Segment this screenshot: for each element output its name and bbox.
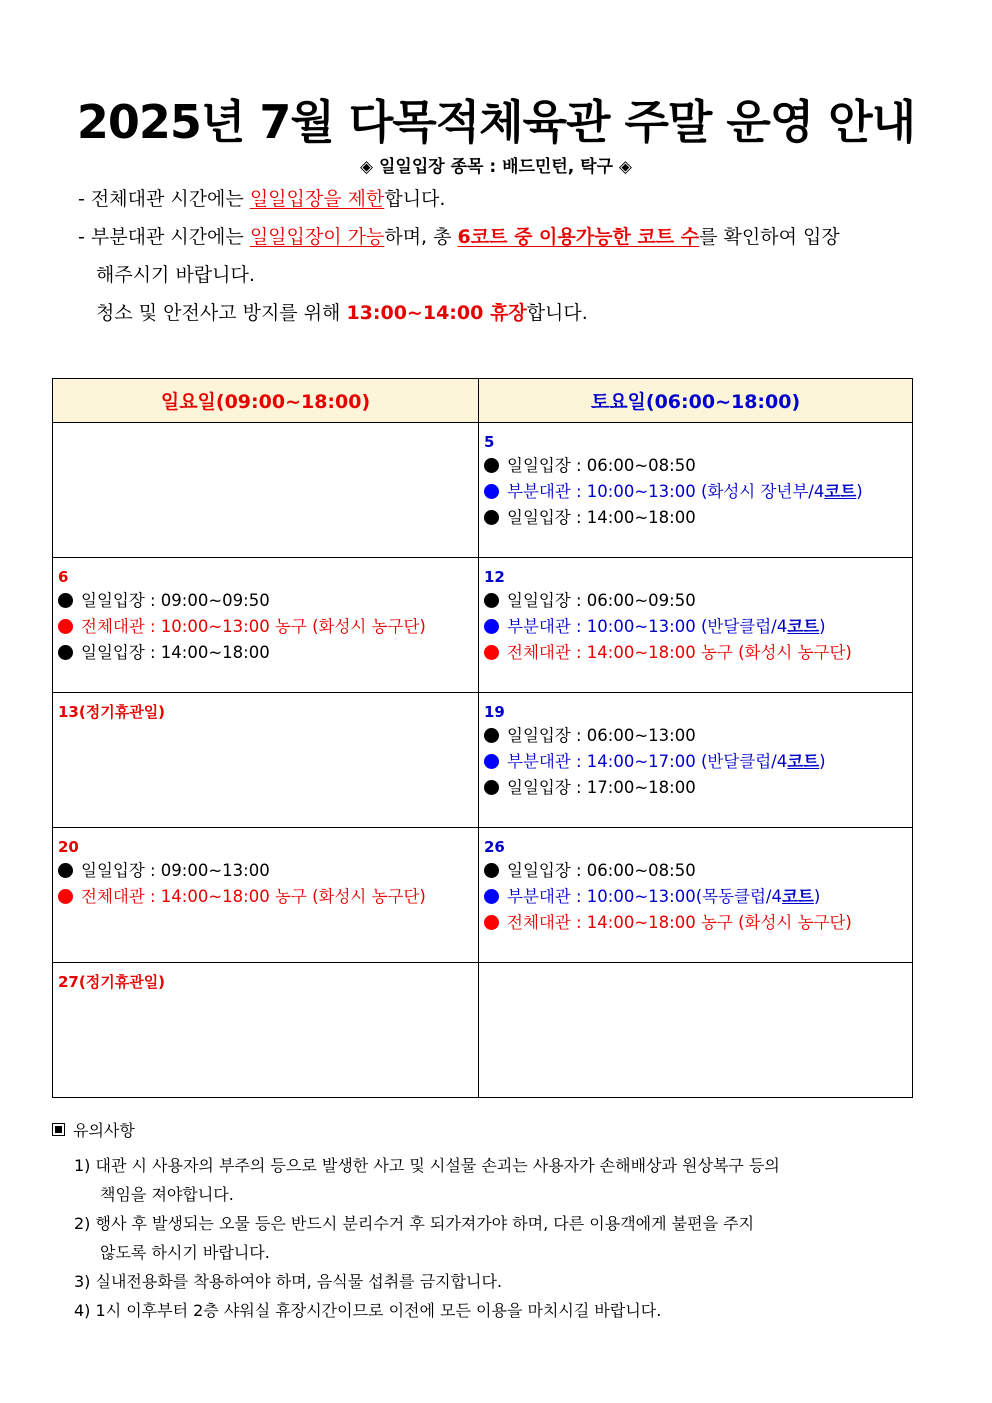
- entry-text: 부분대관 : 10:00~13:00(목동클럽/4: [507, 887, 782, 906]
- schedule-entry: [484, 505, 912, 531]
- cell-sat-26: [479, 828, 913, 963]
- page-title: 2025년 7월 다목적체육관 주말 운영 안내: [76, 95, 916, 149]
- blue-dot-icon: [484, 754, 499, 769]
- schedule-entry: [58, 884, 478, 910]
- court-label: 코트: [824, 482, 857, 501]
- court-label: 코트: [787, 752, 820, 771]
- cell-empty: [53, 423, 479, 558]
- black-dot-icon: [484, 458, 499, 473]
- entry-text: 일일입장 : 06:00~08:50: [507, 456, 696, 475]
- blue-dot-icon: [484, 619, 499, 634]
- note-text: 2) 행사 후 발생되는 오물 등은 반드시 분리수거 후 되가져가야 하며, 다른 이용객에게 불편을 주지: [74, 1214, 755, 1233]
- entry-text: 일일입장 : 14:00~18:00: [507, 508, 696, 527]
- entry-text: 일일입장 : 06:00~09:50: [507, 591, 696, 610]
- entry-text: 부분대관 : 10:00~13:00 (화성시 장년부/4: [507, 482, 825, 501]
- note-text: 3) 실내전용화를 착용하여야 하며, 음식물 섭취를 금지합니다.: [74, 1272, 503, 1291]
- black-dot-icon: [58, 863, 73, 878]
- entry-text: 일일입장 : 06:00~13:00: [507, 726, 696, 745]
- schedule-entry: [58, 614, 478, 640]
- intro-text: 합니다.: [526, 302, 588, 324]
- intro-highlight: 일일입장이 가능: [249, 226, 385, 248]
- entry-text: 일일입장 : 06:00~08:50: [507, 861, 696, 880]
- intro-highlight: 6코트 중 이용가능한 코트 수: [457, 226, 700, 248]
- entry-text: 전체대관 : 14:00~18:00 농구 (화성시 농구단): [507, 913, 852, 932]
- schedule-entry: [484, 588, 912, 614]
- schedule-entry: [484, 884, 912, 910]
- intro-line-4: [78, 294, 948, 332]
- intro-text: 하며, 총: [384, 226, 458, 248]
- day-number: 12: [484, 568, 505, 586]
- entry-text: ): [819, 752, 826, 771]
- note-item: [52, 1267, 932, 1296]
- intro-text: 를 확인하여 입장: [699, 226, 840, 248]
- note-item: [52, 1296, 932, 1325]
- schedule-entry: [484, 910, 912, 936]
- table-row: [53, 558, 913, 693]
- cell-sun-20: [53, 828, 479, 963]
- entry-text: 부분대관 : 14:00~17:00 (반달클럽/4: [507, 752, 788, 771]
- blue-dot-icon: [484, 889, 499, 904]
- table-row: [53, 693, 913, 828]
- schedule-entry: [484, 453, 912, 479]
- intro-line-2: [78, 218, 948, 256]
- entry-text: 전체대관 : 10:00~13:00 농구 (화성시 농구단): [81, 617, 426, 636]
- schedule-entry: [58, 588, 478, 614]
- intro-highlight: 13:00~14:00 휴장: [346, 302, 527, 324]
- cell-sun-13: [53, 693, 479, 828]
- schedule-entry: [484, 479, 912, 505]
- schedule-entry: [58, 640, 478, 666]
- intro-line-3: 해주시기 바랍니다.: [96, 264, 255, 286]
- note-text-cont: 책임을 져야합니다.: [100, 1185, 234, 1204]
- cell-sun-6: [53, 558, 479, 693]
- cell-sun-27: [53, 963, 479, 1098]
- table-header-row: [53, 379, 913, 423]
- entry-text: 전체대관 : 14:00~18:00 농구 (화성시 농구단): [507, 643, 852, 662]
- intro-text: 합니다.: [384, 188, 446, 210]
- entry-text: 일일입장 : 14:00~18:00: [81, 643, 270, 662]
- note-text: 1) 대관 시 사용자의 부주의 등으로 발생한 사고 및 시설물 손괴는 사용자가 손해배상과 원상복구 등의: [74, 1156, 780, 1175]
- cell-sat-19: [479, 693, 913, 828]
- cell-empty: [479, 963, 913, 1098]
- schedule-entry: [484, 723, 912, 749]
- court-label: 코트: [781, 887, 814, 906]
- schedule-entry: [484, 775, 912, 801]
- intro-highlight: 일일입장을 제한: [249, 188, 385, 210]
- intro-text: - 전체대관 시간에는: [78, 188, 250, 210]
- red-dot-icon: [58, 889, 73, 904]
- black-dot-icon: [58, 593, 73, 608]
- note-item: [52, 1151, 932, 1209]
- notes-section: [52, 1118, 932, 1325]
- day-number: 26: [484, 838, 505, 856]
- schedule-table: [52, 378, 913, 1098]
- blue-dot-icon: [484, 484, 499, 499]
- schedule-entry: [484, 640, 912, 666]
- black-dot-icon: [484, 863, 499, 878]
- entry-text: 일일입장 : 09:00~13:00: [81, 861, 270, 880]
- notes-heading: [52, 1118, 932, 1141]
- entry-text: 일일입장 : 17:00~18:00: [507, 778, 696, 797]
- page-subtitle: ◈ 일일입장 종목 : 배드민턴, 탁구 ◈: [360, 157, 632, 177]
- entry-text: ): [856, 482, 863, 501]
- schedule-entry: [58, 858, 478, 884]
- note-item: [52, 1209, 932, 1267]
- day-number: 27(정기휴관일): [58, 973, 166, 991]
- entry-text: 전체대관 : 14:00~18:00 농구 (화성시 농구단): [81, 887, 426, 906]
- table-row: [53, 423, 913, 558]
- court-label: 코트: [787, 617, 820, 636]
- schedule-entry: [484, 858, 912, 884]
- black-dot-icon: [484, 593, 499, 608]
- entry-text: ): [813, 887, 821, 906]
- red-dot-icon: [58, 619, 73, 634]
- cell-sat-5: [479, 423, 913, 558]
- red-dot-icon: [484, 915, 499, 930]
- day-number: 13(정기휴관일): [58, 703, 166, 721]
- day-number: 19: [484, 703, 505, 721]
- entry-text: 부분대관 : 10:00~13:00 (반달클럽/4: [507, 617, 788, 636]
- black-dot-icon: [484, 780, 499, 795]
- header-saturday: 토요일(06:00~18:00): [479, 379, 913, 423]
- cell-sat-12: [479, 558, 913, 693]
- note-text-cont: 않도록 하시기 바랍니다.: [100, 1243, 270, 1262]
- schedule-entry: [484, 749, 912, 775]
- square-bullet-icon: [52, 1123, 65, 1136]
- black-dot-icon: [484, 728, 499, 743]
- intro-text: - 부분대관 시간에는: [78, 226, 250, 248]
- header-sunday: 일요일(09:00~18:00): [53, 379, 479, 423]
- schedule-entry: [484, 614, 912, 640]
- black-dot-icon: [58, 645, 73, 660]
- entry-text: 일일입장 : 09:00~09:50: [81, 591, 270, 610]
- intro-text: 청소 및 안전사고 방지를 위해: [96, 302, 347, 324]
- notes-heading-text: 유의사항: [73, 1121, 135, 1140]
- intro-block: [78, 180, 948, 332]
- day-number: 5: [484, 433, 495, 451]
- table-row: [53, 963, 913, 1098]
- day-number: 6: [58, 568, 69, 586]
- red-dot-icon: [484, 645, 499, 660]
- table-row: [53, 828, 913, 963]
- entry-text: ): [819, 617, 826, 636]
- note-text: 4) 1시 이후부터 2층 샤워실 휴장시간이므로 이전에 모든 이용을 마치시길 바랍니다.: [74, 1301, 662, 1320]
- day-number: 20: [58, 838, 79, 856]
- black-dot-icon: [484, 510, 499, 525]
- intro-line-1: [78, 180, 948, 218]
